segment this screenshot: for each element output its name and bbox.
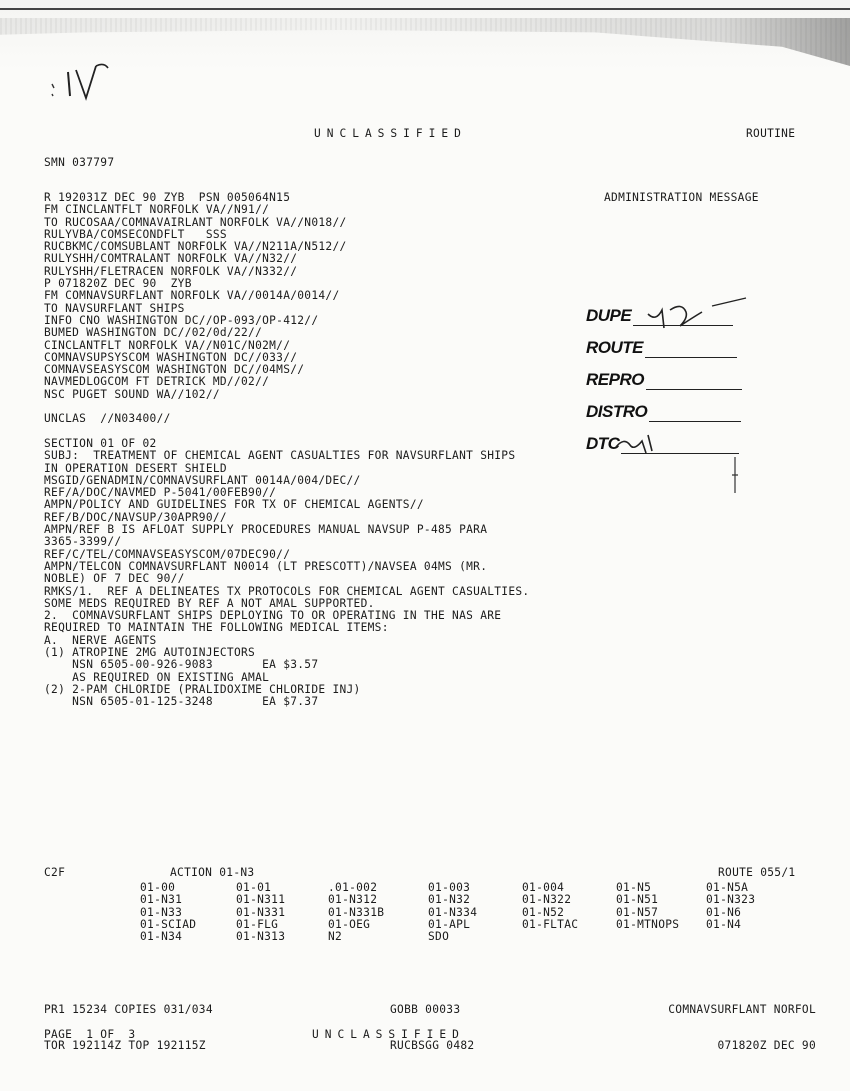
message-line: REF/B/DOC/NAVSUP/30APR90// [44, 510, 227, 524]
footer-right [614, 979, 816, 1065]
distribution-code: 01-SCIAD [140, 917, 197, 931]
distribution-code: 01-OEG [328, 917, 371, 931]
distribution-code: 01-N5 [616, 881, 652, 894]
message-line: BUMED WASHINGTON DC//02/0d/22// [44, 326, 263, 340]
message-line: RULYSHH/FLETRACEN NORFOLK VA//N332// [44, 264, 298, 278]
message-line: AS REQUIRED ON EXISTING AMAL [44, 670, 270, 684]
distribution-code: 01-N323 [706, 893, 756, 907]
message-body [44, 192, 529, 708]
handwritten-page-mark [46, 54, 126, 104]
message-line: RMKS/1. REF A DELINEATES TX PROTOCOLS FOR CHEMICAL AGENT CASUALTIES. [44, 584, 530, 598]
message-line: MSGID/GENADMIN/COMNAVSURFLANT 0014A/004/DEC// [44, 473, 361, 487]
distribution-code: 01-N334 [428, 905, 478, 919]
tor-line: TOR 192114Z TOP 192115Z [44, 1039, 206, 1053]
distribution-code: 01-N52 [522, 905, 565, 919]
message-line: SECTION 01 OF 02 [44, 436, 157, 450]
admin-message-label: ADMINISTRATION MESSAGE [604, 191, 759, 204]
distribution-code: N2 [328, 930, 343, 944]
classification-footer: UNCLASSIFIED [312, 1028, 465, 1041]
distribution-code: 01-N6 [706, 905, 742, 919]
message-line: (2) 2-PAM CHLORIDE (PRALIDOXIME CHLORIDE INJ) [44, 682, 361, 696]
message-line: AMPN/TELCON COMNAVSURFLANT N0014 (LT PRESCOTT)/NAVSEA 04MS (MR. [44, 559, 488, 573]
distribution-code: 01-N312 [328, 893, 378, 907]
copies-line: PR1 15234 COPIES 031/034 [44, 1002, 213, 1016]
message-line: SUBJ: TREATMENT OF CHEMICAL AGENT CASUALTIES FOR NAVSURFLANT SHIPS [44, 449, 516, 463]
serial-number: SMN 037797 [44, 156, 115, 169]
message-line: INFO CNO WASHINGTON DC//OP-093/OP-412// [44, 313, 319, 327]
distribution-code: 01-N31 [140, 893, 183, 907]
distribution-code: 01-FLG [236, 917, 279, 931]
distribution-code: 01-N331B [328, 905, 385, 919]
message-line: RULYVBA/COMSECONDFLT SSS [44, 227, 227, 241]
routing-stamp [582, 292, 750, 468]
message-line: FM CINCLANTFLT NORFOLK VA//N91// [44, 203, 270, 217]
stamp-dtc-handwriting [612, 427, 672, 457]
dtg-line: 071820Z DEC 90 [717, 1039, 816, 1053]
classification-header: UNCLASSIFIED [314, 127, 467, 140]
message-line: 3365-3399// [44, 535, 122, 549]
message-line: TO NAVSURFLANT SHIPS [44, 301, 185, 315]
message-line: REQUIRED TO MAINTAIN THE FOLLOWING MEDICAL ITEMS: [44, 621, 389, 635]
stamp-route-row [586, 330, 737, 358]
distribution-code: 01-N33 [140, 905, 183, 919]
distribution-code: 01-MTNOPS [616, 917, 680, 931]
stamp-distro-row [586, 394, 741, 422]
margin-mark [728, 455, 742, 495]
distribution-code: .01-002 [328, 881, 378, 894]
distribution-code: 01-N51 [616, 893, 659, 907]
distribution-code: 01-004 [522, 881, 565, 894]
message-line: R 192031Z DEC 90 ZYB PSN 005064N15 [44, 191, 291, 204]
message-line: FM COMNAVSURFLANT NORFOLK VA//0014A/0014// [44, 289, 340, 303]
c2f-label: C2F [44, 866, 66, 879]
distribution-code: 01-N4 [706, 917, 742, 931]
message-line: RUCBKMC/COMSUBLANT NORFOLK VA//N211A/N512// [44, 240, 347, 254]
stamp-repro-label: REPRO [586, 370, 644, 389]
distribution-code: 01-N331 [236, 905, 286, 919]
scan-top-rule [0, 8, 850, 10]
stamp-dtc-label: DTC [586, 434, 620, 453]
distribution-code: 01-N311 [236, 893, 286, 907]
page-number: PAGE 1 OF 3 [44, 1028, 136, 1041]
message-line: (1) ATROPINE 2MG AUTOINJECTORS [44, 645, 256, 659]
message-line: AMPN/REF B IS AFLOAT SUPPLY PROCEDURES MANUAL NAVSUP P-485 PARA [44, 523, 488, 537]
message-line: 2. COMNAVSURFLANT SHIPS DEPLOYING TO OR OPERATING IN THE NAS ARE [44, 609, 502, 623]
message-line: RULYSHH/COMTRALANT NORFOLK VA//N32// [44, 252, 298, 266]
distribution-code: 01-N34 [140, 930, 183, 944]
distribution-code: 01-01 [236, 881, 272, 894]
distribution-code: 01-N32 [428, 893, 471, 907]
message-line: NSN 6505-00-926-9083 EA $3.57 [44, 658, 319, 672]
distribution-code: 01-N313 [236, 930, 286, 944]
message-line: CINCLANTFLT NORFOLK VA//N01C/N02M// [44, 338, 291, 352]
rucbsgg-line: RUCBSGG 0482 [390, 1039, 475, 1053]
distribution-code: 01-003 [428, 881, 471, 894]
footer-mid [390, 979, 474, 1065]
message-line: P 071820Z DEC 90 ZYB [44, 277, 192, 291]
footer-left [44, 979, 213, 1065]
message-line: REF/C/TEL/COMNAVSEASYSCOM/07DEC90// [44, 547, 291, 561]
stamp-distro-label: DISTRO [586, 402, 648, 421]
message-line: IN OPERATION DESERT SHIELD [44, 461, 227, 475]
message-line: NSN 6505-01-125-3248 EA $7.37 [44, 695, 319, 709]
message-line: NOBLE) OF 7 DEC 90// [44, 572, 185, 586]
route-label: ROUTE 055/1 [718, 866, 796, 879]
message-line: UNCLAS //N03400// [44, 412, 171, 426]
message-line: A. NERVE AGENTS [44, 633, 157, 647]
distribution-code: 01-APL [428, 917, 471, 931]
message-line: SOME MEDS REQUIRED BY REF A NOT AMAL SUPPORTED. [44, 596, 375, 610]
action-label: ACTION 01-N3 [170, 866, 255, 879]
distribution-code: 01-N57 [616, 905, 659, 919]
message-line: TO RUCOSAA/COMNAVAIRLANT NORFOLK VA//N018// [44, 215, 347, 229]
message-line: NAVMEDLOGCOM FT DETRICK MD//02// [44, 375, 270, 389]
message-line: COMNAVSUPSYSCOM WASHINGTON DC//033// [44, 350, 298, 364]
stamp-route-label: ROUTE [586, 338, 643, 357]
distribution-code: 01-00 [140, 881, 176, 894]
message-line: REF/A/DOC/NAVMED P-5041/00FEB90// [44, 486, 277, 500]
distribution-code: 01-N5A [706, 881, 749, 894]
message-line: COMNAVSEASYSCOM WASHINGTON DC//04MS// [44, 363, 305, 377]
distribution-code: 01-FLTAC [522, 917, 579, 931]
distribution-code: 01-N322 [522, 893, 572, 907]
message-line: NSC PUGET SOUND WA//102// [44, 387, 220, 401]
message-line: AMPN/POLICY AND GUIDELINES FOR TX OF CHEMICAL AGENTS// [44, 498, 424, 512]
distribution-code: SDO [428, 930, 450, 944]
stamp-dupe-label: DUPE [586, 306, 632, 325]
gobb-line: GOBB 00033 [390, 1002, 461, 1016]
stamp-dupe-handwriting [642, 292, 752, 332]
originator-line: COMNAVSURFLANT NORFOL [668, 1002, 816, 1016]
stamp-repro-row [586, 362, 742, 390]
precedence-label: ROUTINE [746, 127, 796, 140]
